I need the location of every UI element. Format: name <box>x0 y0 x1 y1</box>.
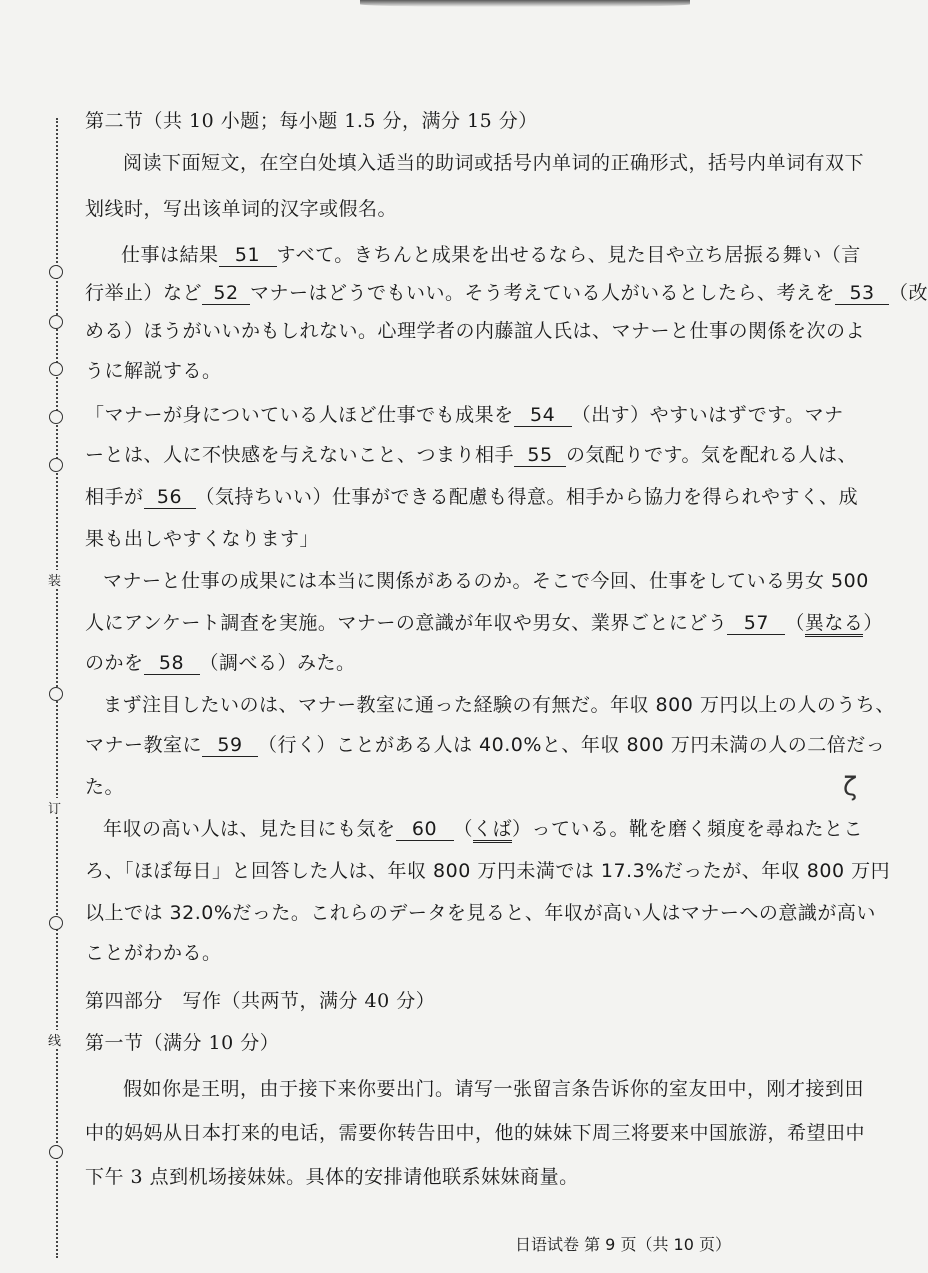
text-segment: の気配りです。気を配れる人は、 <box>566 444 857 466</box>
passage-line-1 <box>121 240 861 267</box>
passage-line-7 <box>85 482 858 509</box>
passage-line-4: うに解説する。 <box>85 360 222 382</box>
text-segment: （ <box>453 818 474 840</box>
text-segment: 年収の高い人は、見た目にも気を <box>103 818 396 840</box>
binding-hole-8 <box>49 1145 63 1159</box>
passage-line-3: める）ほうがいいかもしれない。心理学者の内藤誼人氏は、マナーと仕事の関係を次のよ <box>85 320 866 342</box>
blank-56[interactable]: 56 <box>144 487 196 509</box>
text-segment: 「マナーが身についている人ほど仕事でも成果を <box>85 404 514 426</box>
binding-char-xian: 线 <box>48 1030 61 1049</box>
passage-line-8: 果も出しやすくなります」 <box>85 528 320 550</box>
text-segment: （行く）ことがある人は 40.0%と、年収 800 万円未満の人の二倍だっ <box>258 734 886 756</box>
text-segment: 仕事は結果 <box>121 244 219 266</box>
section2-header: 第二节（共 10 小题；每小题 1.5 分，满分 15 分） <box>85 110 538 132</box>
passage-line-2 <box>85 278 928 305</box>
passage-line-10 <box>85 608 883 635</box>
part4-header: 第四部分 写作（共两节，满分 40 分） <box>85 990 436 1012</box>
pen-mark: ζ <box>843 772 858 802</box>
passage-line-9: マナーと仕事の成果には本当に関係があるのか。そこで今回、仕事をしている男女 500 <box>103 570 869 592</box>
binding-line <box>40 118 74 1258</box>
scan-edge-shadow <box>360 0 690 7</box>
passage-line-13 <box>85 730 885 757</box>
passage-line-17: 以上では 32.0%だった。これらのデータを見ると、年収が高い人はマナーへの意識が高い <box>85 902 876 924</box>
text-segment: のかを <box>85 652 144 674</box>
binding-char-zhuang: 装 <box>48 570 61 589</box>
blank-59[interactable]: 59 <box>202 735 258 757</box>
passage-line-12: まず注目したいのは、マナー教室に通った経験の有無だ。年収 800 万円以上の人のうち、 <box>103 694 895 716</box>
writing-prompt-line-1: 假如你是王明，由于接下来你要出门。请写一张留言条告诉你的室友田中，刚才接到田 <box>123 1078 865 1100</box>
binding-hole-4 <box>49 410 63 424</box>
blank-52[interactable]: 52 <box>202 283 250 305</box>
text-segment: マナー教室に <box>85 734 203 756</box>
text-segment: ） <box>863 612 883 634</box>
double-underlined-word: くば <box>473 818 512 843</box>
text-segment: マナーはどうでもいい。そう考えている人がいるとしたら、考えを <box>250 282 836 304</box>
text-segment: 相手が <box>85 486 144 508</box>
passage-line-5 <box>85 400 844 427</box>
blank-58[interactable]: 58 <box>144 653 200 675</box>
passage-line-15 <box>103 814 863 841</box>
blank-57[interactable]: 57 <box>727 613 785 635</box>
double-underlined-word: 異なる <box>805 612 864 637</box>
blank-51[interactable]: 51 <box>219 245 277 267</box>
passage-line-18: ことがわかる。 <box>85 942 222 964</box>
passage-line-14: た。 <box>85 776 125 798</box>
passage-line-16: ろ、「ほぼ毎日」と回答した人は、年収 800 万円未満では 17.3%だったが、年収 800 万円 <box>85 860 891 882</box>
text-segment: （ <box>785 612 805 634</box>
blank-55[interactable]: 55 <box>514 445 566 467</box>
binding-hole-2 <box>49 315 63 329</box>
binding-hole-1 <box>49 265 63 279</box>
text-segment: （改 <box>889 282 928 304</box>
text-segment: 人にアンケート調査を実施。マナーの意識が年収や男女、業界ごとにどう <box>85 612 728 634</box>
text-segment: ーとは、人に不快感を与えないこと、つまり相手 <box>85 444 515 466</box>
binding-char-ding: 订 <box>48 798 61 817</box>
section1-header: 第一节（满分 10 分） <box>85 1032 280 1054</box>
blank-53[interactable]: 53 <box>835 283 889 305</box>
writing-prompt-line-3: 下午 3 点到机场接妹妹。具体的安排请他联系妹妹商量。 <box>85 1166 579 1188</box>
passage-line-11 <box>85 648 356 675</box>
page-footer: 日语试卷 第 9 页（共 10 页） <box>515 1235 731 1254</box>
text-segment: すべて。きちんと成果を出せるなら、見た目や立ち居振る舞い（言 <box>276 244 861 266</box>
writing-prompt-line-2: 中的妈妈从日本打来的电话，需要你转告田中，他的妹妹下周三将要来中国旅游，希望田中 <box>85 1122 866 1144</box>
binding-hole-7 <box>49 916 63 930</box>
blank-60[interactable]: 60 <box>396 819 454 841</box>
text-segment: （調べる）みた。 <box>199 652 356 674</box>
text-segment: （気持ちいい）仕事ができる配慮も得意。相手から協力を得られやすく、成 <box>195 486 859 508</box>
instruction-line-1: 阅读下面短文，在空白处填入适当的助词或括号内单词的正确形式，括号内单词有双下 <box>123 152 865 174</box>
text-segment: ）っている。靴を磨く頻度を尋ねたとこ <box>512 818 864 840</box>
text-segment: 行举止）など <box>85 282 203 304</box>
binding-hole-6 <box>49 687 63 701</box>
binding-hole-5 <box>49 458 63 472</box>
blank-54[interactable]: 54 <box>514 405 572 427</box>
passage-line-6 <box>85 440 857 467</box>
text-segment: （出す）やすいはずです。マナ <box>571 404 844 426</box>
binding-hole-3 <box>49 362 63 376</box>
instruction-line-2: 划线时，写出该单词的汉字或假名。 <box>85 198 398 220</box>
